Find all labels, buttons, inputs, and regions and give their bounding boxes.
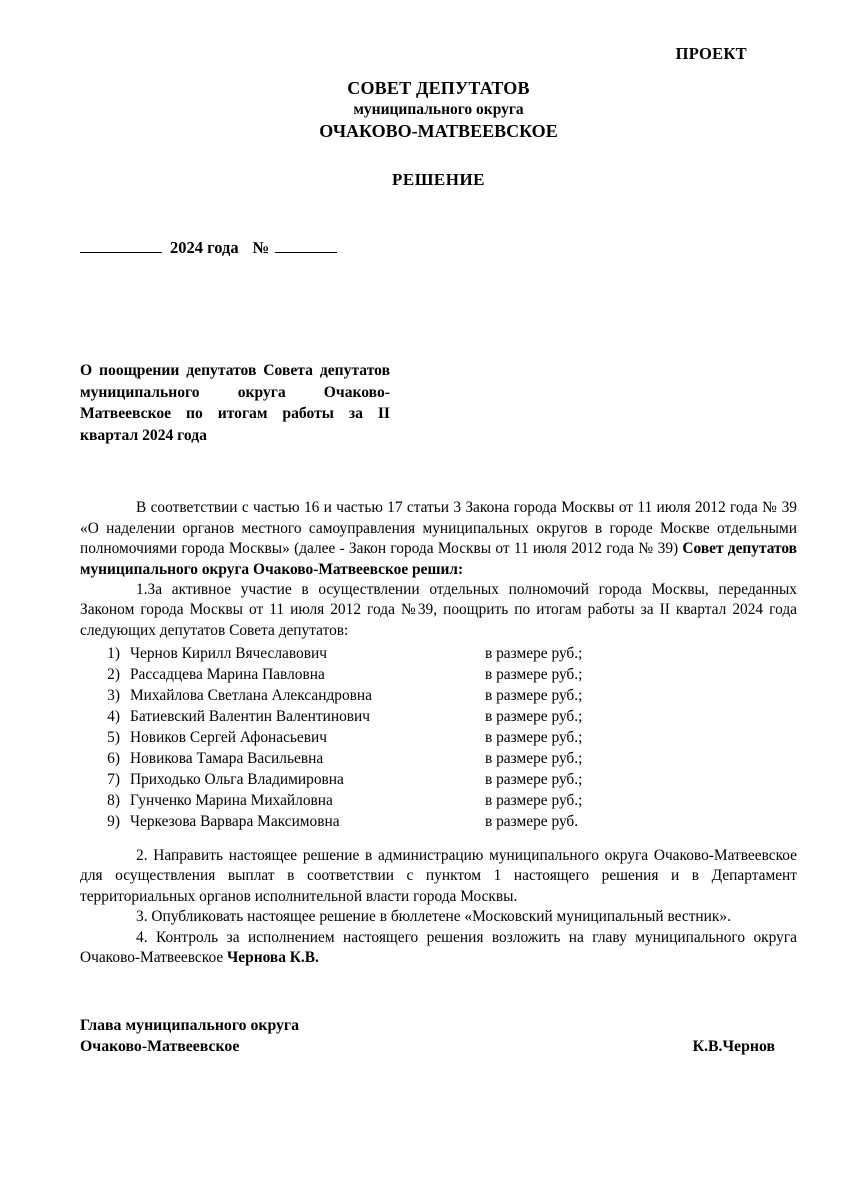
list-item xyxy=(80,770,797,791)
deputy-name: Михайлова Светлана Александровна xyxy=(130,687,373,705)
item-4-text: 4. Контроль за исполнением настоящего решения возложить на главу муниципального округа Очаково-Матвеевское xyxy=(80,928,797,967)
deputy-amount: в размере руб.; xyxy=(485,687,583,705)
list-item xyxy=(80,728,797,749)
deputy-amount: в размере руб. xyxy=(485,812,579,830)
deputy-name: Чернов Кирилл Вячеславович xyxy=(130,645,327,663)
deputy-number: 1) xyxy=(107,645,120,663)
item-2-paragraph: 2. Направить настоящее решение в администрацию муниципального округа Очаково-Матвеевское для осуществления выплат в соответствии с пунктом 1 настоящего решения и в Департамент территориальных органов исполнительной власти города Москвы. xyxy=(80,846,797,905)
deputy-amount: в размере руб.; xyxy=(485,708,583,726)
signature-title-line1: Глава муниципального округа xyxy=(80,1016,300,1034)
preamble-paragraph xyxy=(80,498,797,580)
deputy-number: 7) xyxy=(107,771,120,789)
item-4-bold-name: Чернова К.В. xyxy=(227,949,319,967)
preamble-bold-text: Совет депутатов муниципального округа Очаково-Матвеевское решил: xyxy=(80,540,797,578)
deputy-amount: в размере руб.; xyxy=(485,792,583,810)
item-3-paragraph: 3. Опубликовать настоящее решение в бюллетене «Московский муниципальный вестник». xyxy=(136,908,731,926)
item-4-paragraph xyxy=(80,928,797,969)
deputy-amount: в размере руб.; xyxy=(485,750,583,768)
deputy-name: Рассадцева Марина Павловна xyxy=(130,666,325,684)
closing-items xyxy=(80,846,797,969)
document-body xyxy=(80,498,797,641)
deputy-name: Черкезова Варвара Максимовна xyxy=(130,812,340,830)
deputy-name: Новикова Тамара Васильевна xyxy=(130,750,324,768)
list-item xyxy=(80,707,797,728)
list-item xyxy=(80,686,797,707)
deputy-number: 3) xyxy=(107,687,120,705)
header-district-line: ОЧАКОВО-МАТВЕЕВСКОЕ xyxy=(319,121,558,141)
project-mark: ПРОЕКТ xyxy=(675,44,747,63)
deputy-name: Приходько Ольга Владимировна xyxy=(130,771,344,789)
header-council-line: СОВЕТ ДЕПУТАТОВ xyxy=(347,78,530,98)
list-item xyxy=(80,812,797,833)
deputy-name: Батиевский Валентин Валентинович xyxy=(130,708,371,726)
document-type-title: РЕШЕНИЕ xyxy=(391,170,485,189)
list-item xyxy=(80,749,797,770)
document-subject: О поощрении депутатов Совета депутатов муниципального округа Очаково-Матвеевское по итогам работы за II квартал 2024 года xyxy=(80,362,390,444)
deputy-name: Новиков Сергей Афонасьевич xyxy=(130,729,328,747)
deputies-list xyxy=(80,644,797,832)
deputy-amount: в размере руб.; xyxy=(485,771,583,789)
number-blank-field[interactable] xyxy=(275,239,337,253)
item-1-paragraph: 1.За активное участие в осуществлении отдельных полномочий города Москвы, переданных Законом города Москвы от 11 июля 2012 года №39, поощрить по итогам работы за II квартал 2024 года следующих депутатов Совета депутатов: xyxy=(80,581,797,639)
signature-title-line2: Очаково-Матвеевское xyxy=(80,1038,240,1056)
list-item xyxy=(80,665,797,686)
deputy-number: 4) xyxy=(107,708,120,726)
signature-title xyxy=(80,1015,299,1058)
deputy-number: 5) xyxy=(107,729,120,747)
preamble-text: В соответствии с частью 16 и частью 17 статьи 3 Закона города Москвы от 11 июля 2012 года № 39 «О наделении органов местного самоуправления муниципальных округов в городе Москве отдельными полномочиями города Москвы» (далее - Закон города Москвы от 11 июля 2012 года № 39) xyxy=(80,499,797,558)
signature-block xyxy=(80,1015,797,1058)
list-item xyxy=(80,644,797,665)
document-header xyxy=(80,78,797,142)
list-item xyxy=(80,791,797,812)
date-and-number-line xyxy=(80,238,797,258)
signature-name: К.В.Чернов xyxy=(692,1038,775,1056)
deputy-amount: в размере руб.; xyxy=(485,645,583,663)
deputy-amount: в размере руб.; xyxy=(485,666,583,684)
deputy-number: 2) xyxy=(107,666,120,684)
header-municipal-line: муниципального округа xyxy=(353,101,524,118)
deputy-number: 9) xyxy=(107,812,120,830)
deputy-number: 6) xyxy=(107,750,120,768)
deputy-amount: в размере руб.; xyxy=(485,729,583,747)
number-sign-label: № xyxy=(252,238,270,257)
date-blank-field[interactable] xyxy=(80,239,162,253)
date-year-label: 2024 года xyxy=(170,238,239,257)
deputy-name: Гунченко Марина Михайловна xyxy=(130,792,333,810)
deputy-number: 8) xyxy=(107,792,120,810)
